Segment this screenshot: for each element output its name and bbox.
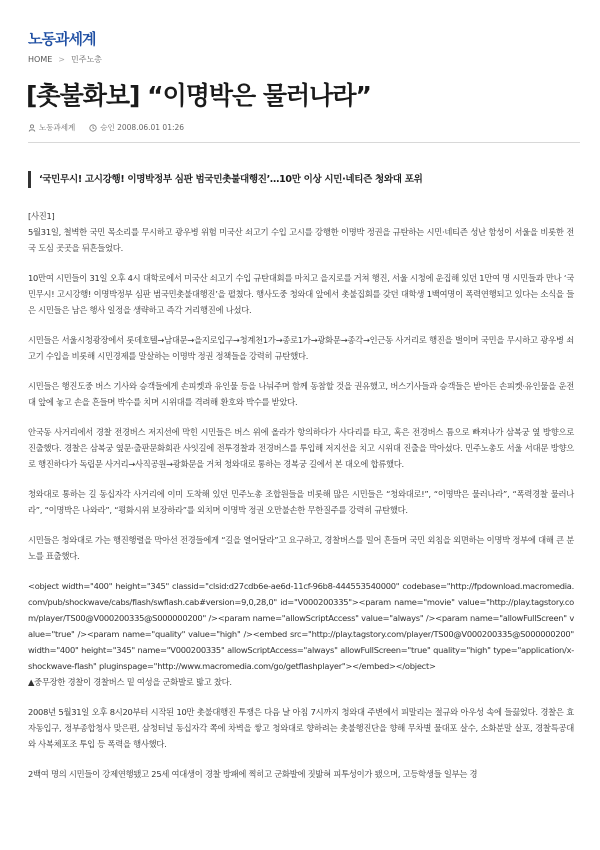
- photo-tag: [사진1]: [28, 211, 55, 221]
- paragraph-1: 5월31일, 철벽한 국민 목소리를 무시하고 광우병 위험 미국산 쇠고기 수입 고시를 강행한 이명박 정권을 규탄하는 시민·네티즌 성난 함성이 서울을 비롯한 전국 도심 곳곳을 뒤흔들었다.: [28, 227, 574, 253]
- article-author: [28, 122, 75, 133]
- breadcrumb: [28, 54, 102, 65]
- breadcrumb-section[interactable]: 민주노총: [70, 55, 102, 64]
- clock-icon: [89, 124, 97, 132]
- article-author-name: 노동과세계: [39, 123, 76, 132]
- embed-code-text: <object width="400" height="345" classid="clsid:d27cdb6e-ae6d-11cf-96b8-444553540000" codebase="http://fpdownload.macromedia.com/pub/shockwave/cabs/flash/swflash.cab#version=9,0,28,0" id="V000200335"><param name="movie" value="http://play.tagstory.com/player/TS00@V000200335@S000000200" /><param name="allowScriptAccess" value="always" /><param name="allowFullScreen" value="true" /><param name="quality" value="high" /><embed src="http://play.tagstory.com/player/TS00@V000200335@S000000200" width="400" height="345" name="V000200335" allowScriptAccess="always" allowFullScreen="true" quality="high" type="application/x-shockwave-flash" pluginspage="http://www.macromedia.com/go/getflashplayer"></embed></object>: [28, 581, 574, 671]
- article-date: [89, 122, 184, 133]
- paragraph-6: 청와대로 통하는 길 동십자각 사거리에 이미 도착해 있던 민주노총 조합원들을 비롯해 많은 시민들은 “청와대로!”, “이명박은 물러나라”, “폭력경찰 물러나라”, “이명박은 나와라”, “평화시위 보장하라”를 외치며 이명박 정권 오만불손한 무한질주를 강력히 규탄했다.: [28, 489, 574, 515]
- breadcrumb-home[interactable]: HOME: [28, 55, 53, 64]
- paragraph-4: 시민들은 행진도중 버스 기사와 승객들에게 손피켓과 유인물 등을 나눠주며 함께 동참할 것을 권유했고, 버스기사들과 승객들은 받아든 손피켓·유인물을 운전대 앞에 놓고 손을 흔들며 박수를 치며 시위대를 격려해 환호와 박수를 받았다.: [28, 381, 574, 407]
- article-meta: [28, 122, 184, 133]
- video-caption: ▲중무장한 경찰이 경찰버스 밑 여성을 군화발로 밟고 찼다.: [28, 677, 232, 687]
- paragraph-9: 2백여 명의 시민들이 강제연행됐고 25세 여대생이 경찰 방패에 찍히고 군화발에 짓밟혀 피투성이가 됐으며, 고등학생들 일부는 경: [28, 769, 478, 779]
- article-body: [28, 208, 574, 796]
- person-icon: [28, 124, 36, 132]
- article-title: [촛불화보] “이명박은 물러나라”: [26, 81, 371, 110]
- paragraph-3: 시민들은 서울시청광장에서 롯데호텔→남대문→을지로입구→청계천1가→종로1가→광화문→종각→인근동 사거리로 행진을 벌이며 국민을 무시하고 광우병 쇠고기 수입을 비롯해 시민경제를 말살하는 이명박 정권 정책들을 강력히 규탄했다.: [28, 335, 574, 361]
- article-subheadline: ‘국민무시! 고시강행! 이명박정부 심판 범국민촛불대행진’…10만 이상 시민·네티즌 청와대 포위: [28, 171, 580, 188]
- paragraph-5: 안국동 사거리에서 경찰 전경버스 저지선에 막힌 시민들은 버스 위에 올라가 항의하다가 사다리를 타고, 혹은 전경버스 틈으로 빠져나가 삼복궁 옆 방향으로 진출했다. 경찰은 삼복궁 옆문·출판문화회관 사잇길에 전투경찰과 전경버스를 투입해 저지선을 치고 시위대 진출을 막아섰다. 민주노총도 서울 서대문 방향으로 행진하다가 독립문 사거리→사직공원→광화문을 거쳐 청와대로 통하는 경복궁 길에서 본 대오에 합류했다.: [28, 427, 574, 469]
- breadcrumb-separator-icon: >: [58, 55, 65, 64]
- site-logo-text: 노동과세계: [28, 30, 96, 48]
- site-logo[interactable]: [28, 28, 95, 49]
- paragraph-7: 시민들은 청와대로 가는 행진행렬을 막아선 전경들에게 “길을 열어달라”고 요구하고, 경찰버스를 밀어 흔들며 국민 외침을 외면하는 이명박 정부에 대해 큰 분노를 표출했다.: [28, 535, 574, 561]
- article-date-label: 승인 2008.06.01 01:26: [100, 123, 185, 132]
- header-divider: [28, 142, 580, 143]
- paragraph-2: 10만여 시민들이 31일 오후 4시 대학로에서 미국산 쇠고기 수입 규탄대회를 마치고 을지로를 거쳐 행진, 서울 시청에 운집해 있던 1만여 명 시민들과 만나 ‘국민무시! 고시강행! 이명박정부 심판 범국민촛불대행진’을 펼쳤다. 행사도중 청와대 앞에서 촛불집회를 갖던 대학생 1백여명이 폭력연행되고 있다는 소식을 들은 시민들은 남은 행사 일정을 생략하고 즉각 거리행진에 나섰다.: [28, 273, 574, 315]
- paragraph-8: 2008년 5월31일 오후 8시20부터 시작된 10만 촛불대행진 투쟁은 다음 날 아침 7시까지 청와대 주변에서 피말리는 절규와 아우성 속에 들끓었다. 경찰은 효자동입구, 정부종합청사 맞은편, 삼청터널 동십자각 쪽에 차벽을 쌓고 청와대로 향하려는 촛불행진단을 향해 무차별 물대포 살수, 소화분말 살포, 경찰특공대와 사복체포조 투입 등 폭력을 행사했다.: [28, 707, 574, 749]
